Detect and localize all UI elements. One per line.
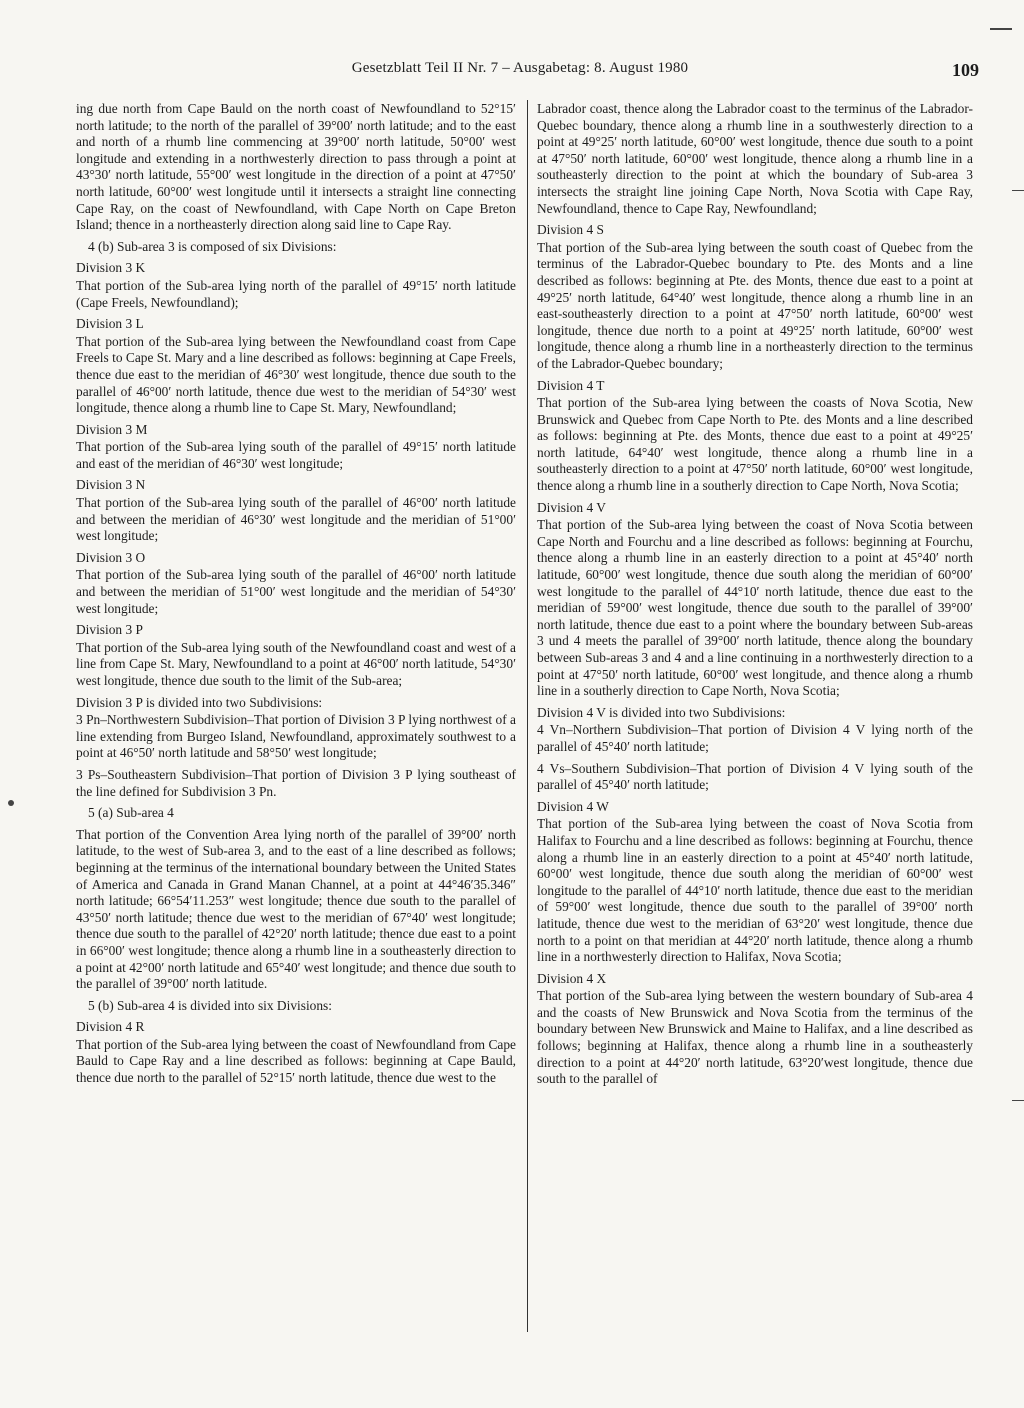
paragraph: That portion of the Sub-area lying between the south coast of Quebec from the terminus of the Labrador-Quebec boundary to Pte. des Monts and a line described as follows: beginning at Pte. des Monts, thence due east to a point at 49°25′ north latitude, 64°40′ west longitude, thence along a rhumb line in an east-southeasterly direction to a point at 47°50′ north latitude, 60°00′ west longitude, thence due north to a point at 49°25′ north latitude, 60°00′ west longitude, thence along a rhumb line in a northeasterly direction to the terminus of the Labrador-Quebec boundary; <box>537 239 973 371</box>
division-heading: Division 4 T <box>537 377 605 393</box>
division-heading: Division 4 V <box>537 499 606 515</box>
paragraph: That portion of the Sub-area lying between the Newfoundland coast from Cape Freels to Cape St. Mary and a line described as follows: beginning at Cape Freels, thence due east to the meridian of 46°30′ west longitude, thence due south to the parallel of 46°00′ north latitude, thence due west to the meridian of 54°30′ west longitude, thence along a rhumb line to Cape St. Mary, Newfoundland; <box>76 333 516 416</box>
paragraph: That portion of the Convention Area lying north of the parallel of 39°00′ north latitude, to the west of Sub-area 3, and to the east of a line described as follows; beginning at the terminus of the international boundary between the United States of America and Canada in Grand Manan Channel, at a point at 44°46′35.346″ north latitude; 66°54′11.253″ west longitude; thence due south to the parallel of 43°50′ north latitude; thence due west to the meridian of 67°40′ west longitude; thence due south to the parallel of 42°20′ north latitude; thence due east to a point in 66°00′ west longitude; thence along a rhumb line in a southeasterly direction to a point at 42°00′ north latitude and 65°40′ west longitude; and thence due south to the parallel of 39°00′ north latitude. <box>76 826 516 992</box>
paragraph: That portion of the Sub-area lying between the coast of Nova Scotia from Halifax to Fourchu and a line described as follows: beginning at Fourchu, thence along a rhumb line in an easterly direction to a point at 45°40′ north latitude, 60°00′ west longitude, thence due south along the meridian of 60°00′ west longitude to the parallel of 44°10′ north latitude, thence due east to the meridian of 59°00′ west longitude, thence due south to the parallel of 39°00′ north latitude, thence due west to the meridian of 63°20′ west longitude, thence due north to a point on that meridian at 44°20′ north latitude, thence along a rhumb line in a northwesterly direction to Halifax, Nova Scotia; <box>537 816 973 965</box>
paragraph: That portion of the Sub-area lying south of the Newfoundland coast and west of a line from Cape St. Mary, Newfoundland to a point at 46°00′ north latitude, 54°30′ west longitude, thence due south to the limit of the Sub-area; <box>76 639 516 688</box>
paragraph: ing due north from Cape Bauld on the north coast of Newfoundland to 52°15′ north latitude; to the north of the parallel of 39°00′ north latitude; and to the east and north of a rhumb line commencing at 39°00′ north latitude, 50°00′ west longitude and extending in a northwesterly direction to pass through a point at 43°30′ north latitude, 55°00′ west longitude in the direction of a point at 47°50′ north latitude, 60°00′ west longitude until it intersects a straight line connecting Cape Ray, on the coast of Newfoundland, with Cape North on Cape Breton Island; thence in a northeasterly direction along said line to Cape Ray. <box>76 101 516 233</box>
paragraph: That portion of the Sub-area lying north of the parallel of 49°15′ north latitude (Cape Freels, Newfoundland); <box>76 277 516 310</box>
left-column <box>76 101 516 1092</box>
paragraph: That portion of the Sub-area lying south of the parallel of 46°00′ north latitude and between the meridian of 51°00′ west longitude and the meridian of 54°30′ west longitude; <box>76 567 516 616</box>
paragraph: That portion of the Sub-area lying between the western boundary of Sub-area 4 and the coasts of New Brunswick and Nova Scotia from the terminus of the boundary between New Brunswick and Maine to Halifax, and a line described as follows; beginning at Halifax, thence along a rhumb line in a southeasterly direction to a point at 44°20′ north latitude, 63°20′west longitude, thence due south to the parallel of <box>537 988 973 1087</box>
page-number: 109 <box>952 60 979 80</box>
division-heading: Division 3 K <box>76 260 146 276</box>
scan-mark <box>8 800 14 806</box>
paragraph: That portion of the Sub-area lying between the coast of Nova Scotia between Cape North and Fourchu and a line described as follows: beginning at Fourchu, thence along a rhumb line in an easterly direction to a point at 45°40′ north latitude, 60°00′ west longitude, thence due south along the meridian of 60°00′ west longitude to the parallel of 44°10′ north latitude, thence due east to the meridian of 59°00′ west longitude, thence due south to the parallel of 39°00′ north latitude, thence due east to a point where the boundary between Sub-areas 3 und 4 meets the parallel of 39°00′ north latitude, thence along the boundary between Sub-areas 3 and 4 and a line continuing in a northwesterly direction to a point at 47°50′ north latitude, 60°00′ west longitude, and thence along a rhumb line in a southerly direction to Cape North, Nova Scotia; <box>537 517 973 699</box>
column-divider <box>527 100 528 1332</box>
division-heading: Division 4 W <box>537 798 609 814</box>
paragraph: That portion of the Sub-area lying south of the parallel of 49°15′ north latitude and east of the meridian of 46°30′ west longitude; <box>76 439 516 471</box>
division-heading: Division 3 P is divided into two Subdivisions: <box>76 694 323 710</box>
paragraph: That portion of the Sub-area lying between the coasts of Nova Scotia, New Brunswick and Quebec from Cape North to Pte. des Monts and a line described as follows: beginning at Pte. des Monts, thence due east to a point at 49°25′ north latitude, 64°40′ west longitude, thence along a rhumb line in a southeasterly direction to a point at 47°50′ north latitude, 60°00′ west longitude, thence along a rhumb line in a southerly direction to Cape North, Nova Scotia; <box>537 395 973 494</box>
paragraph: 3 Pn–Northwestern Subdivision–That portion of Division 3 P lying northwest of a line extending from Burgeo Island, Newfoundland, approximately southwest to a point at 46°50′ north latitude and 58°50′ west longitude; <box>76 712 516 761</box>
paragraph: That portion of the Sub-area lying between the coast of Newfoundland from Cape Bauld to Cape Ray and a line described as follows: beginning at Cape Bauld, thence due north to the parallel of 52°15′ north latitude, thence due west to the <box>76 1036 516 1086</box>
page-header: Gesetzblatt Teil II Nr. 7 – Ausgabetag: 8. August 1980 <box>351 60 689 76</box>
division-heading: Division 3 O <box>76 549 146 565</box>
right-column <box>537 101 973 1093</box>
section-heading: 5 (b) Sub-area 4 is divided into six Divisions: <box>88 997 332 1013</box>
division-heading: Division 4 S <box>537 222 604 238</box>
division-heading: Division 4 V is divided into two Subdivisions: <box>537 704 786 720</box>
scan-mark <box>990 28 1012 30</box>
paragraph: That portion of the Sub-area lying south of the parallel of 46°00′ north latitude and between the meridian of 46°30′ west longitude and the meridian of 51°00′ west longitude; <box>76 495 516 544</box>
paragraph: 3 Ps–Southeastern Subdivision–That portion of Division 3 P lying southeast of the line defined for Subdivision 3 Pn. <box>76 766 516 799</box>
division-heading: Division 3 P <box>76 622 143 638</box>
scan-mark <box>1012 1100 1024 1101</box>
division-heading: Division 3 L <box>76 316 144 332</box>
section-heading: 4 (b) Sub-area 3 is composed of six Divisions: <box>88 238 337 254</box>
paragraph: Labrador coast, thence along the Labrador coast to the terminus of the Labrador-Quebec boundary, thence along a rhumb line in a southwesterly direction to a point at 49°25′ north latitude, 60°00′ west longitude, thence due south to a point at 47°50′ north latitude, 60°00′ west longitude, thence along a rhumb line in a southeasterly direction to the point at which the boundary of Sub-area 3 intersects the straight line joining Cape North, Nova Scotia with Cape Ray, Newfoundland, thence to Cape Ray, Newfoundland; <box>537 101 973 216</box>
scan-mark <box>1012 190 1024 191</box>
paragraph: 4 Vs–Southern Subdivision–That portion of Division 4 V lying south of the parallel of 45°40′ north latitude; <box>537 760 973 793</box>
division-heading: Division 4 X <box>537 970 607 986</box>
section-heading: 5 (a) Sub-area 4 <box>88 805 174 821</box>
division-heading: Division 3 M <box>76 421 148 437</box>
division-heading: Division 3 N <box>76 477 146 493</box>
division-heading: Division 4 R <box>76 1019 145 1035</box>
paragraph: 4 Vn–Northern Subdivision–That portion of Division 4 V lying north of the parallel of 45°40′ north latitude; <box>537 722 973 754</box>
